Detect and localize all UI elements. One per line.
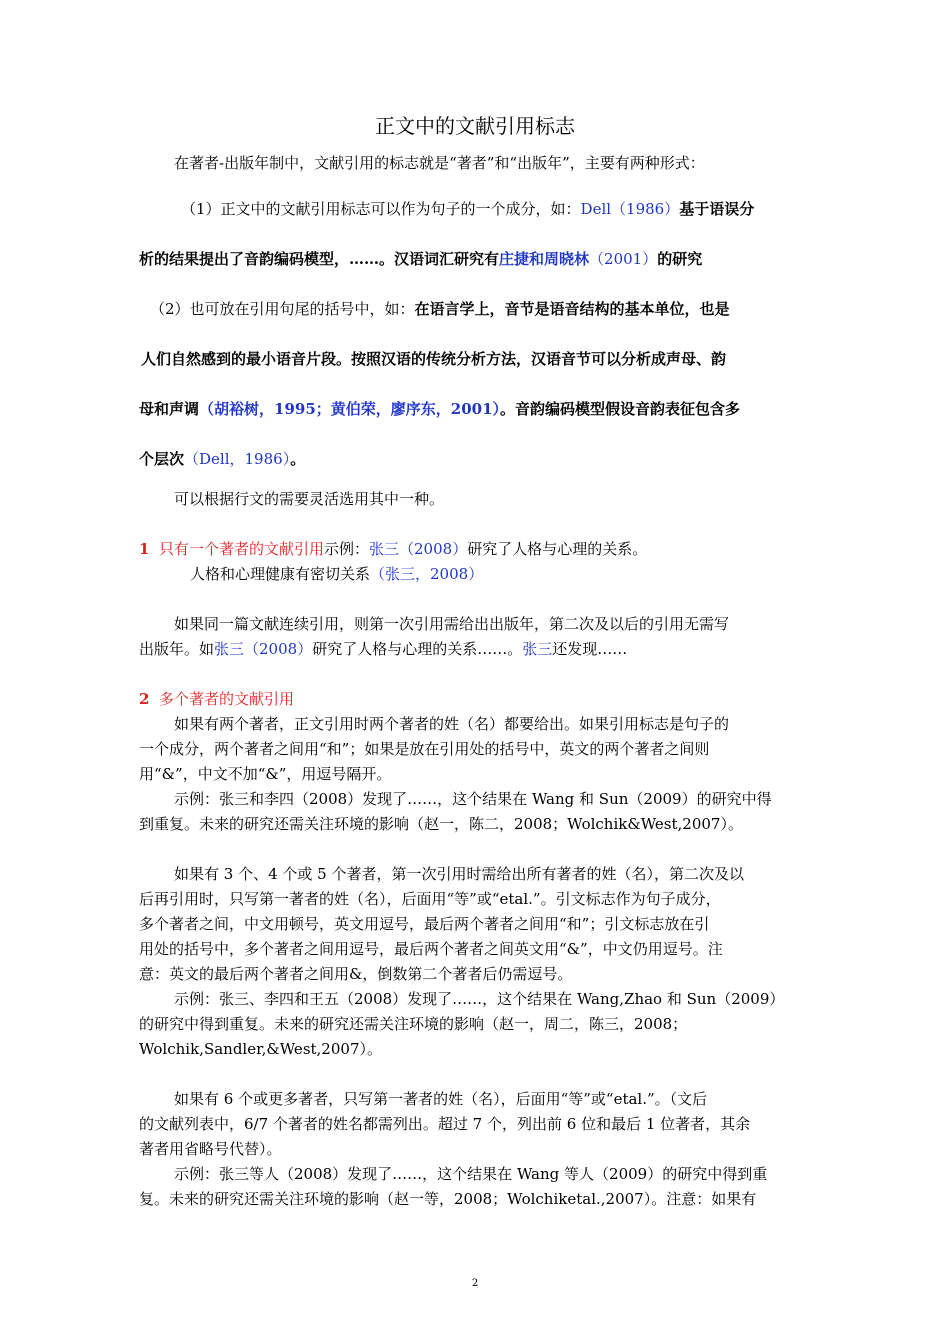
section2-line: 如果有两个著者，正文引用时两个著者的姓（名）都要给出。如果引用标志是句子的 <box>174 715 730 733</box>
form2-line4-text: 个层次 <box>139 450 185 468</box>
form2-line-2: 人们自然感到的最小语音片段。按照汉语的传统分析方法，汉语音节可以分析成声母、韵 <box>141 350 727 368</box>
form1-line-1 <box>181 199 754 219</box>
section2-line: 后再引用时，只写第一著者的姓（名），后面用“等”或“etal.”。引文标志作为句子成分， <box>139 890 721 908</box>
section1-para-text-c: 还发现…… <box>552 640 628 658</box>
section2-line: Wolchik,Sandler,&West,2007）。 <box>139 1040 382 1058</box>
section2-line: 复。未来的研究还需关注环境的影响（赵一等，2008；Wolchiketal.,2007）。注意：如果有 <box>139 1190 757 1208</box>
section2-line: 示例：张三和李四（2008）发现了……，这个结果在 Wang 和 Sun（2009）的研究中得 <box>174 790 772 808</box>
section1-number: 1 <box>139 540 150 558</box>
citation-zhangsan-2008-paren: （张三，2008） <box>370 565 484 583</box>
citation-zhangsan-2008: 张三（2008） <box>369 540 468 558</box>
section1-para-line-1: 如果同一篇文献连续引用，则第一次引用需给出出版年，第二次及以后的引用无需写 <box>174 615 730 633</box>
section2-line: 示例：张三、李四和王五（2008）发现了……，这个结果在 Wang,Zhao 和 Sun（2009） <box>174 990 785 1008</box>
section1-example-text: 研究了人格与心理的关系。 <box>467 540 648 558</box>
section2-number: 2 <box>139 690 150 708</box>
form1-bold-text: 基于语误分 <box>679 200 755 218</box>
citation-zhuang-zhou-year: （2001） <box>589 250 658 268</box>
form2-line3-text: 母和声调 <box>139 400 200 418</box>
section1-example2-text: 人格和心理健康有密切关系 <box>190 565 371 583</box>
section1-para-text-b: 研究了人格与心理的关系……。 <box>312 640 523 658</box>
form2-line-3 <box>139 399 740 419</box>
section1-example-2 <box>190 564 483 584</box>
section1-para-text-a: 出版年。如 <box>139 640 215 658</box>
section2-line: 著者用省略号代替）。 <box>139 1140 282 1158</box>
intro-paragraph: 在著者-出版年制中，文献引用的标志就是“著者”和“出版年”，主要有两种形式： <box>174 154 705 172</box>
form2-line-4 <box>139 449 305 469</box>
form1-line2-text: 析的结果提出了音韵编码模型，……。汉语词汇研究有 <box>139 250 500 268</box>
section2-line: 一个成分，两个著者之间用“和”；如果是放在引用处的括号中，英文的两个著者之间则 <box>139 740 710 758</box>
section2-line: 如果有 3 个、4 个或 5 个著者，第一次引用时需给出所有著者的姓（名），第二次及以 <box>174 865 744 883</box>
choose-paragraph: 可以根据行文的需要灵活选用其中一种。 <box>174 490 445 508</box>
section1-para-line-2 <box>139 639 627 659</box>
section2-line: 到重复。未来的研究还需关注环境的影响（赵一，陈二，2008；Wolchik&West,2007）。 <box>139 815 743 833</box>
section2-line: 意：英文的最后两个著者之间用&，倒数第二个著者后仍需逗号。 <box>139 965 573 983</box>
section2-line: 多个著者之间，中文用顿号，英文用逗号，最后两个著者之间用“和”；引文标志放在引 <box>139 915 710 933</box>
section2-line: 用处的括号中，多个著者之间用逗号，最后两个著者之间英文用“&”，中文仍用逗号。注 <box>139 940 723 958</box>
citation-zhangsan-2008-repeat: 张三（2008） <box>214 640 313 658</box>
citation-zhuang-zhou-name: 庄捷和周晓林 <box>499 250 590 268</box>
section2-line: 的研究中得到重复。未来的研究还需关注环境的影响（赵一，周二，陈三，2008； <box>139 1015 688 1033</box>
citation-dell-1986-paren: （Dell，1986） <box>184 450 291 468</box>
form2-lead: （2）也可放在引用句尾的括号中，如： <box>150 300 415 318</box>
page-number: 2 <box>471 1278 479 1289</box>
section2-line: 用“&”，中文不加“&”，用逗号隔开。 <box>139 765 392 783</box>
form1-line2-end: 的研究 <box>657 250 703 268</box>
form1-lead: （1）正文中的文献引用标志可以作为句子的一个成分，如： <box>181 200 581 218</box>
form1-line-2 <box>139 249 702 269</box>
form2-line4-end: 。 <box>290 450 306 468</box>
section1-heading-line <box>139 539 647 559</box>
section2-line: 的文献列表中，6/7 个著者的姓名都需列出。超过 7 个，列出前 6 位和最后 1 位著者，其余 <box>139 1115 751 1133</box>
form2-line3-end: 。音韵编码模型假设音韵表征包含多 <box>500 400 741 418</box>
section2-heading: 多个著者的文献引用 <box>158 690 294 708</box>
citation-zhangsan-name-only: 张三 <box>522 640 553 658</box>
form2-line-1 <box>150 299 730 319</box>
section2-line: 如果有 6 个或更多著者，只写第一著者的姓（名），后面用“等”或“etal.”。（文后 <box>174 1090 708 1108</box>
citation-hu-huang-liao: （胡裕树，1995；黄伯荣，廖序东，2001） <box>199 400 501 418</box>
section1-heading: 只有一个著者的文献引用 <box>158 540 324 558</box>
section2-heading-line <box>139 689 294 709</box>
section1-example-label: 示例： <box>324 540 370 558</box>
page-title: 正文中的文献引用标志 <box>375 114 575 138</box>
citation-dell-1986: Dell（1986） <box>580 200 680 218</box>
form2-bold-text: 在语言学上，音节是语音结构的基本单位，也是 <box>414 300 730 318</box>
section2-line: 示例：张三等人（2008）发现了……，这个结果在 Wang 等人（2009）的研究中得到重 <box>174 1165 768 1183</box>
